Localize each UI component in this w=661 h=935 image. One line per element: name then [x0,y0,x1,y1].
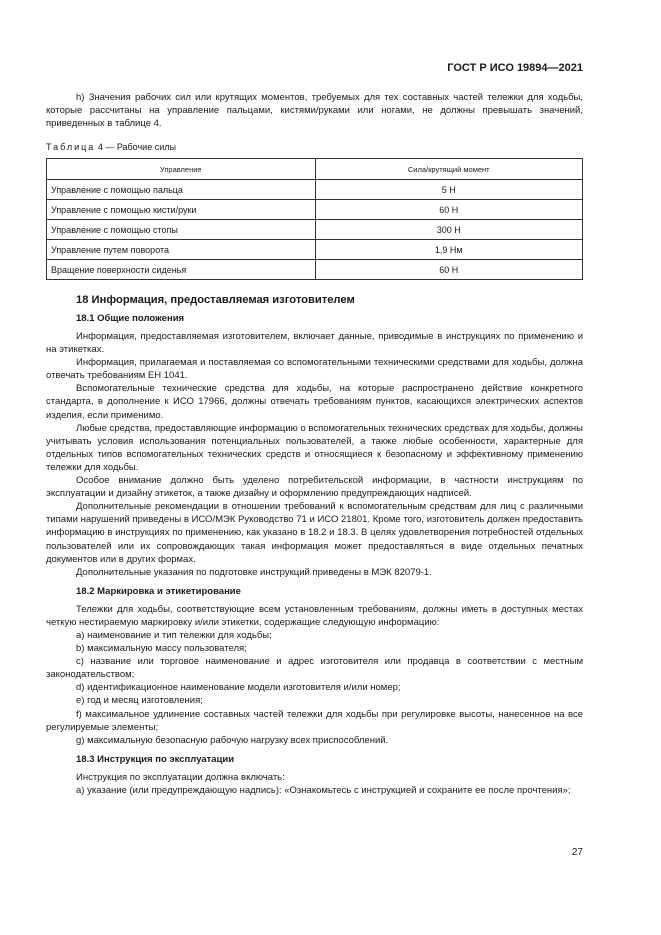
section-18-2-title: 18.2 Маркировка и этикетирование [76,585,241,597]
table-caption [46,142,176,152]
paragraph: Дополнительные рекомендации в отношении требований к вспомогательным средствам для лиц с различными типами нарушений приведены в ИСО/МЭК Руководство 71 и ИСО 21801. Кроме того, изготовитель должен предоставить информацию в инструкциях по применению, как указано в 18.2 и 18.3. В целях удовлетворения потребностей отдельных пользователей или их сопровождающих такая информация может предоставляться в виде отдельных печатных документов или в других формах. [46,501,583,565]
table-cell-control: Управление с помощью пальца [47,180,316,200]
paragraph: Любые средства, предоставляющие информацию о вспомогательных технических средствах для ходьбы, должны учитывать условия использования потенциальных пользователей, а также любые особенности, характерные для отдельных типов вспомогательных технических средств и относящиеся к безопасному и эффективному применению тележки для ходьбы. [46,422,583,473]
table-caption-text: 4 — Рабочие силы [97,142,176,152]
table-cell-force: 60 Н [315,200,582,220]
table-cell-control: Управление с помощью стопы [47,220,316,240]
section-18-body [46,292,583,797]
table-cell-force: 1,9 Нм [315,240,582,260]
list-item: a) указание (или предупреждающую надпись): «Ознакомьтесь с инструкцией и сохраните ее после прочтения»; [76,784,571,796]
list-item: c) название или торговое наименование и адрес изготовителя или продавца в соответствии с местным законодательством; [46,656,583,681]
list-item: g) максимальную безопасную рабочую нагрузку всех приспособлений. [76,734,389,746]
table-row [47,240,583,260]
table-cell-force: 5 Н [315,180,582,200]
table-cell-force: 60 Н [315,260,582,280]
paragraph: Дополнительные указания по подготовке инструкций приведены в МЭК 82079-1. [76,566,432,578]
list-item: f) максимальное удлинение составных частей тележки для ходьбы при регулировке высоты, нанесенное на все регулируемые элементы; [46,708,583,733]
table-row [47,180,583,200]
table-cell-control: Управление путем поворота [47,240,316,260]
standard-header: ГОСТ Р ИСО 19894—2021 [447,62,583,74]
table-header-control: Управление [47,159,316,180]
table-cell-control: Вращение поверхности сиденья [47,260,316,280]
list-item: a) наименование и тип тележки для ходьбы; [76,629,272,641]
page-number: 27 [571,847,583,858]
table-header-row [47,159,583,180]
section-18-1-body [46,330,583,579]
forces-table [46,158,583,280]
section-18-3-body [46,771,583,797]
intro-paragraph: h) Значения рабочих сил или крутящих моментов, требуемых для тех составных частей тележки для ходьбы, которые рассчитаны на управление пальцами, кистями/руками или ногами, не должны превышать значений, приведенных в таблице 4. [46,92,583,130]
paragraph: Информация, прилагаемая и поставляемая со вспомогательными техническими средствами для ходьбы, должна отвечать требованиям ЕН 1041. [46,357,583,382]
table-row [47,260,583,280]
table-caption-label: Таблица [46,142,96,152]
section-18-title: 18 Информация, предоставляемая изготовителем [76,294,355,306]
intro-block [46,91,583,130]
list-item: d) идентификационное наименование модели изготовителя и/или номер; [76,682,401,694]
section-18-1-title: 18.1 Общие положения [76,313,185,324]
paragraph: Особое внимание должно быть уделено потребительской информации, в частности инструкциям по эксплуатации и дизайну этикеток, а также дизайну и оформлению предупреждающих надписей. [46,475,583,500]
table-header-force: Сила/крутящий момент [315,159,582,180]
section-18-3-title: 18.3 Инструкция по эксплуатации [76,753,235,765]
list-item: e) год и месяц изготовления; [76,695,203,707]
table-row [47,220,583,240]
paragraph: Инструкция по эксплуатации должна включать: [76,771,285,783]
section-18-2-body [46,603,583,747]
paragraph: Тележки для ходьбы, соответствующие всем установленным требованиям, должны иметь в доступных местах четкую нестираемую маркировку и/или этикетки, содержащие следующую информацию: [46,603,583,628]
table-row [47,200,583,220]
table-cell-control: Управление с помощью кисти/руки [47,200,316,220]
table-cell-force: 300 Н [315,220,582,240]
paragraph: Информация, предоставляемая изготовителем, включает данные, приводимые в инструкциях по применению и на этикетках. [46,331,583,356]
list-item: b) максимальную массу пользователя; [76,643,247,655]
paragraph: Вспомогательные технические средства для ходьбы, на которые распространено действие конкретного стандарта, в дополнение к ИСО 17966, должны отвечать требованиям пунктов, касающихся электрических аспектов изделия, если применимо. [46,383,583,421]
